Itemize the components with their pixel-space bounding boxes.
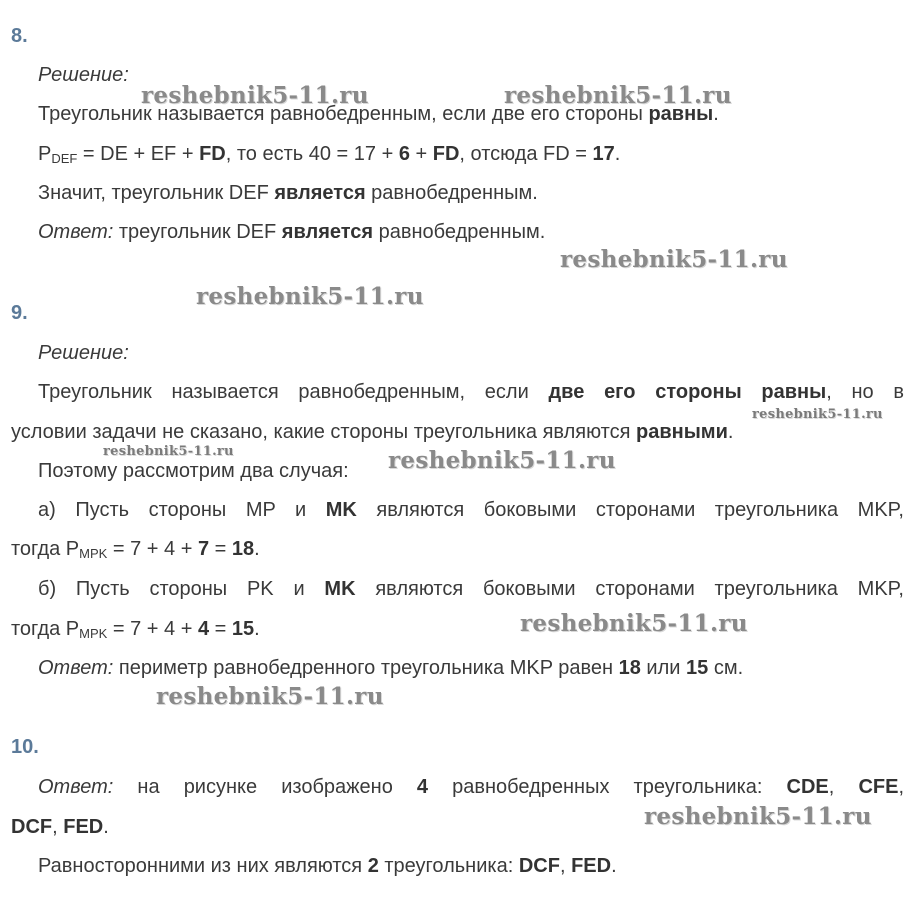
perimeter-formula: $P_{DEF}$ = DE + EF + FD, то есть 40 = 17 + 6 + FD, отсюда FD = 17.: [38, 143, 621, 166]
paragraph: Значит, треугольник DEF является равнобедренным.: [38, 182, 538, 204]
problem-number-8: 8.: [11, 25, 28, 47]
solution-label: Решение:: [38, 342, 129, 364]
watermark: reshebnik5-11.ru: [560, 246, 788, 273]
watermark: reshebnik5-11.ru: [504, 82, 732, 109]
answer: Ответ: на рисунке изображено 4 равнобедренных треугольника: CDE, CFE,: [38, 776, 904, 798]
case-b-perimeter: тогда $P_{MPK} = 7 + 4 + 4 = 15$.: [11, 618, 260, 641]
watermark: reshebnik5-11.ru: [103, 444, 234, 459]
answer: Ответ: треугольник DEF является равнобедренным.: [38, 221, 546, 243]
watermark: reshebnik5-11.ru: [520, 610, 748, 637]
solution-label: Решение:: [38, 64, 129, 86]
answer: Ответ: периметр равнобедренного треугольника MKP равен 18 или 15 см.: [38, 657, 744, 679]
paragraph: Треугольник называется равнобедренным, если две его стороны равны.: [38, 103, 719, 125]
paragraph: Треугольник называется равнобедренным, если две его стороны равны, но в: [38, 381, 905, 403]
problem-number-9: 9.: [11, 302, 28, 324]
case-a-perimeter: тогда $P_{MPK} = 7 + 4 + 7 = 18$.: [11, 538, 260, 561]
problem-number-10: 10.: [11, 736, 39, 758]
watermark: reshebnik5-11.ru: [196, 283, 424, 310]
watermark: reshebnik5-11.ru: [644, 803, 872, 830]
answer-continued: DCF, FED.: [11, 816, 109, 838]
case-b: б) Пусть стороны PK и MK являются боковыми сторонами треугольника MKP,: [38, 578, 904, 600]
watermark: reshebnik5-11.ru: [752, 407, 883, 422]
paragraph: Поэтому рассмотрим два случая:: [38, 460, 349, 482]
paragraph: Равносторонними из них являются 2 треугольника: DCF, FED.: [38, 855, 617, 877]
watermark: reshebnik5-11.ru: [141, 82, 369, 109]
watermark: reshebnik5-11.ru: [388, 447, 616, 474]
watermark: reshebnik5-11.ru: [156, 683, 384, 710]
case-a: а) Пусть стороны MP и MK являются боковыми сторонами треугольника MKP,: [38, 499, 904, 521]
paragraph: условии задачи не сказано, какие стороны треугольника являются равными.: [11, 421, 734, 443]
